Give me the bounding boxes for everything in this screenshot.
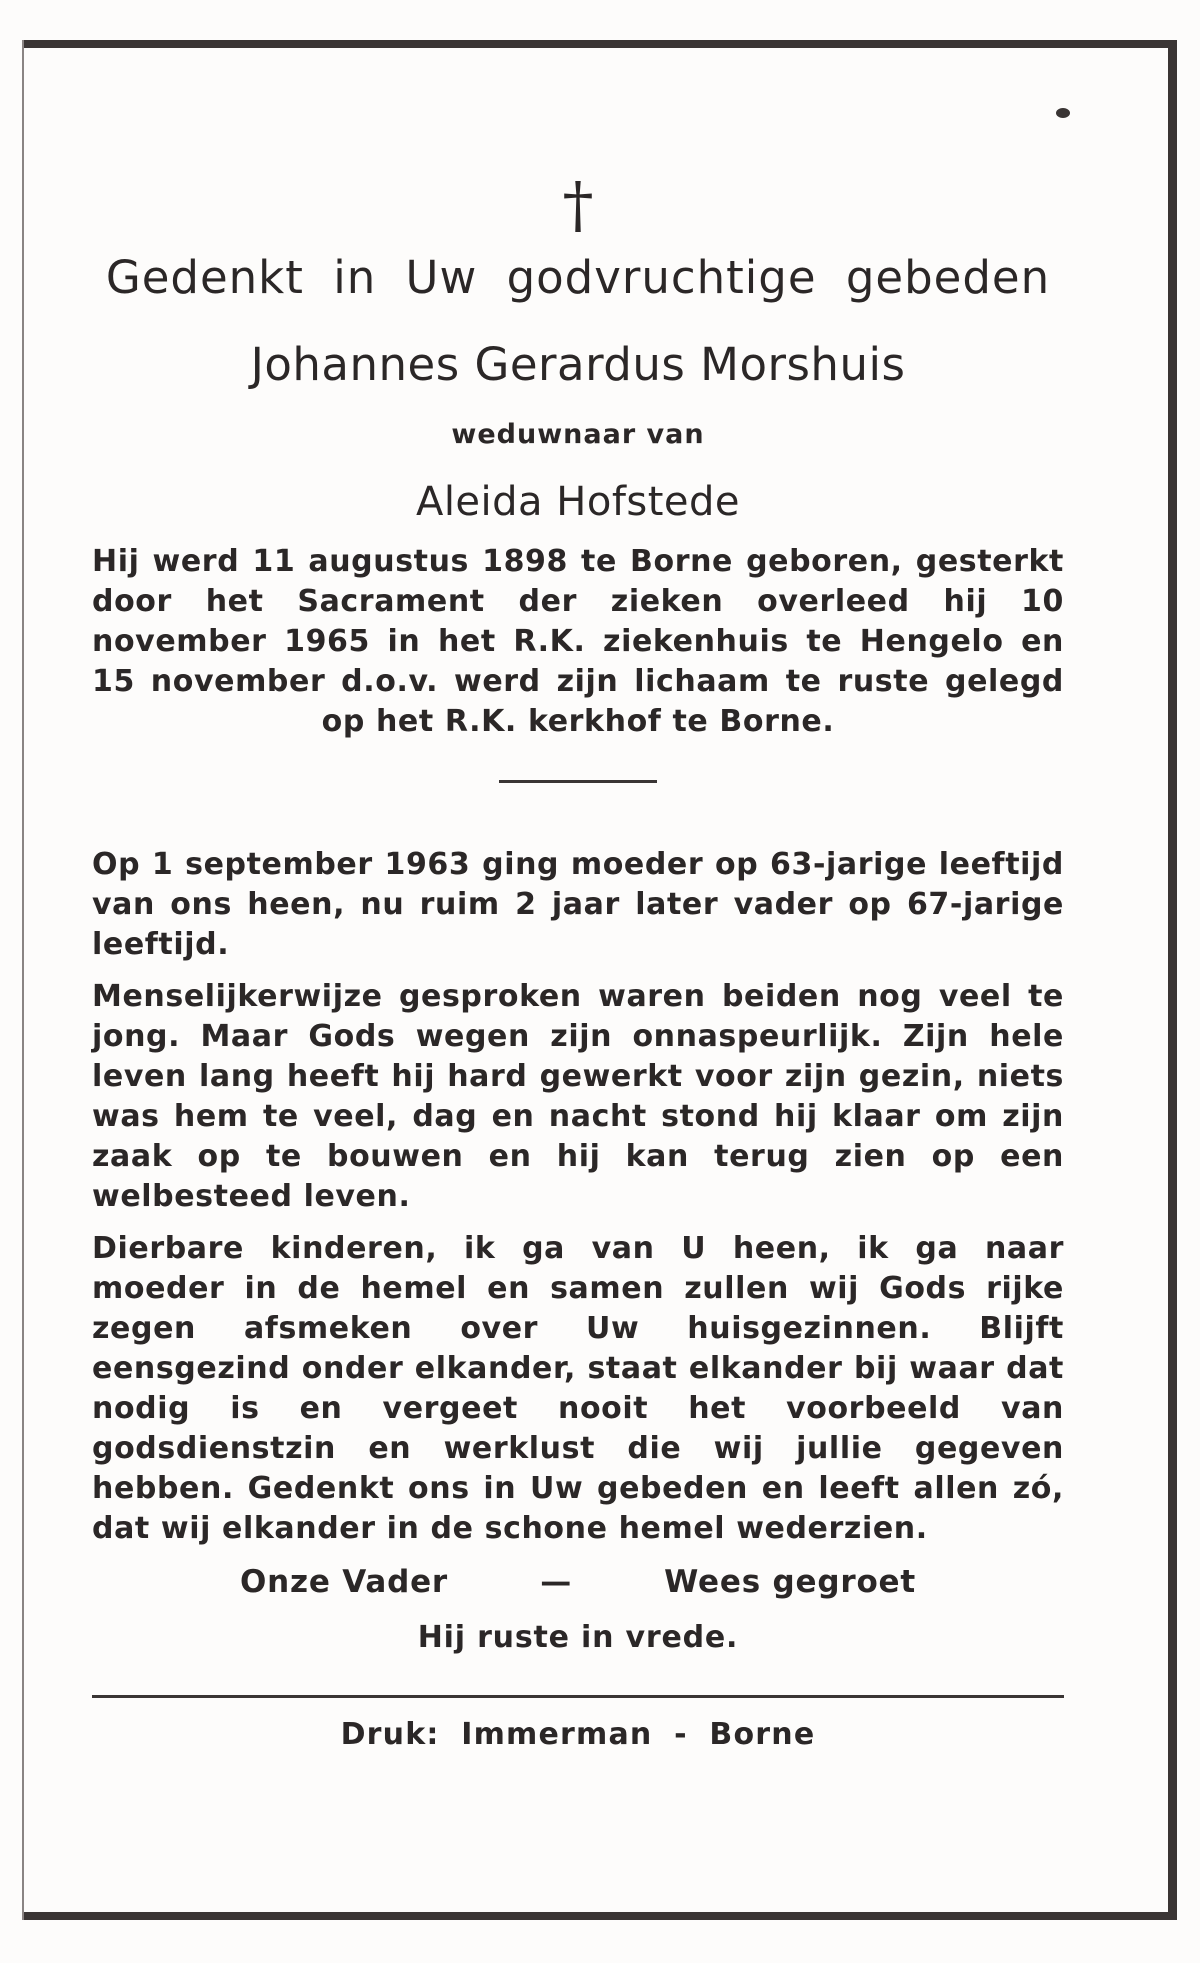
prayer-hail-mary: Wees gegroet xyxy=(664,1564,916,1600)
deceased-name: Johannes Gerardus Morshuis xyxy=(250,338,906,391)
prayer-separator: — xyxy=(540,1564,572,1600)
spouse-name: Aleida Hofstede xyxy=(415,479,741,525)
relation-label: weduwnaar van xyxy=(451,419,705,450)
rest-in-peace: Hij ruste in vrede. xyxy=(417,1620,739,1655)
card-border-left xyxy=(22,40,24,1920)
printer-credit: Druk: Immerman - Borne xyxy=(340,1717,816,1752)
card-border-top xyxy=(22,40,1177,48)
paragraph-life: Menselijkerwijze gesproken waren beiden nog veel te jong. Maar Gods wegen zijn onnaspeurlijk. Zijn hele leven lang heeft hij hard gewerkt voor zijn gezin, niets was hem te veel, dag en nacht stond hij klaar om zijn zaak op te bouwen en hij kan terug zien op een welbesteed leven. xyxy=(92,979,1064,1214)
footer-divider xyxy=(92,1695,1064,1698)
cross-icon: † xyxy=(562,168,594,241)
prayer-our-father: Onze Vader xyxy=(240,1564,449,1600)
section-divider xyxy=(499,780,657,783)
paragraph-farewell: Dierbare kinderen, ik ga van U heen, ik ga naar moeder in de hemel en samen zullen wij Gods rijke zegen afsmeken over Uw huisgezinnen. Blijft eensgezind onder elkander, staat elkander bij waar dat nodig is en vergeet nooit het voorbeeld van godsdienstzin en werklust die wij jullie gegeven hebben. Gedenkt ons in Uw gebeden en leeft allen zó, dat wij elkander in de schone hemel wederzien. xyxy=(92,1231,1064,1546)
paragraph-mother: Op 1 september 1963 ging moeder op 63-jarige leeftijd van ons heen, nu ruim 2 jaar later vader op 67-jarige leeftijd. xyxy=(92,847,1064,962)
card-border-right xyxy=(1168,40,1177,1920)
biography-text: Hij werd 11 augustus 1898 te Borne geboren, gesterkt door het Sacrament der zieken overleed hij 10 november 1965 in het R.K. ziekenhuis te Hengelo en 15 november d.o.v. werd zijn lichaam te ruste gelegd op het R.K. kerkhof te Borne. xyxy=(92,544,1064,739)
ink-mark xyxy=(1056,108,1070,118)
prayers-line xyxy=(240,1561,916,1603)
card-content xyxy=(92,170,1064,1756)
card-border-bottom xyxy=(22,1912,1177,1920)
invocation-heading: Gedenkt in Uw godvruchtige gebeden xyxy=(105,251,1051,304)
